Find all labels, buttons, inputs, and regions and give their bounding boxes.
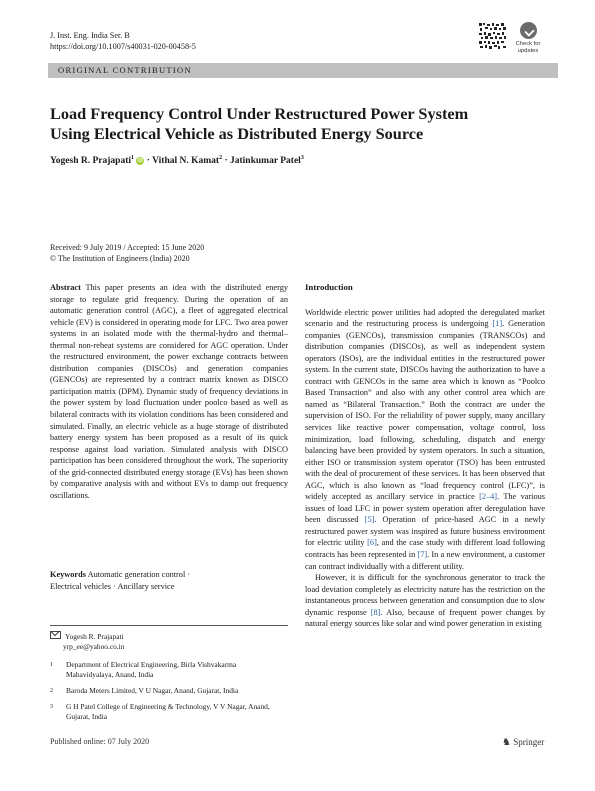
publisher-logo [502, 737, 544, 748]
intro-text: However, it is difficult for the synchronous generator to track the load deviation completely as electricity nature has the restriction on the instantaneous process between generation and consumption due to slow dynamic response [305, 573, 545, 617]
affiliation-3 [50, 702, 288, 722]
citation-link[interactable]: [1] [492, 319, 503, 329]
correspondence-block [50, 625, 288, 722]
affiliation-3-text: G H Patel College of Engineering & Technology, V V Nagar, Anand, Gujarat, India [66, 702, 270, 721]
abstract-text: This paper presents an idea with the distributed energy storage to regulate grid frequency. During the operation of an automatic generation control (AGC), a fleet of aggregated electrical vehicle (EV) is considered in operating mode for LFC. Two area power systems in an isolated mode with the thermal-hydro and thermal–thermal non-reheat systems are considered for AGC operation. Under the restructured environment, the power exchange contracts between distribution companies (DISCOs) and generation companies (GENCOs) are represented by a contract matrix known as DISCO participation matrix (DPM). Dynamic study of frequency deviations in the power system by load fluctuation under poolco based as well as bilateral contracts with its violation conditions has been considered and simulated. Finally, an electric vehicle as a huge storage of distributed battery energy system has been proposed as a result of its quick response against load variation. Simulated analysis with DISCO participation has been considered throughout the work. The superiority of the grid-connected distributed energy storage (EVs) has been shown by comparative analysis with and without EVs to damp out frequency oscillations. [50, 283, 288, 500]
journal-name: J. Inst. Eng. India Ser. B [50, 31, 130, 40]
check-for-updates-badge[interactable] [513, 22, 543, 54]
citation-link[interactable]: [6] [367, 538, 377, 548]
affiliation-2-text: Baroda Meters Limited, V U Nagar, Anand, Gujarat, India [66, 686, 239, 695]
introduction-section [305, 282, 545, 630]
citation-link[interactable]: [8] [370, 607, 381, 617]
author-3-affil: 3 [300, 155, 304, 161]
affiliation-2 [50, 686, 288, 696]
check-updates-line2: updates [517, 47, 539, 54]
doi-link[interactable]: https://doi.org/10.1007/s40031-020-00458-5 [50, 42, 196, 51]
checkmark-icon [520, 22, 537, 39]
abstract [50, 282, 288, 501]
keywords [50, 569, 288, 592]
corresponding-author: Yogesh R. Prajapati [65, 632, 124, 641]
published-online: Published online: 07 July 2020 [50, 737, 150, 746]
affiliation-1-text: Department of Electrical Engineering, Birla Vishvakarma Mahavidyalaya, Anand, India [66, 660, 237, 679]
intro-text: . The various issues of load LFC in power system operation after deregulation have been discussed [305, 492, 545, 525]
article-dates [50, 242, 204, 264]
keywords-line-1: Automatic generation control · [87, 570, 191, 579]
introduction-heading: Introduction [305, 282, 353, 292]
author-sep-1: · [144, 156, 153, 167]
corresponding-email[interactable]: yrp_ee@yahoo.co.in [63, 642, 125, 651]
title-line-1: Load Frequency Control Under Restructured Power System [50, 104, 469, 123]
intro-text: . Also, because of frequent power changes by natural energy sources like solar and wind power generation in existing [305, 607, 545, 629]
author-1-affil: 1 [131, 155, 135, 161]
intro-text: . Generation companies (GENCOs), transmission companies (TRANSCOs) and distribution companies (DISCOs), as well as independent system operators (ISOs), are the individual entities in the restructured power system. In the current state, DISCOs having the authorization to have a contract with GENCOs in the same area which is known as “Poolco Based Transaction” and also with any other control area which are named as “Bilateral Transaction.” Both the contract are under the supervision of ISO. For the reliability of power supply, many ancillary services like reactive power compensation, voltage control, loss minimization, load following, scheduling, dispatch and energy balancing have been provided by system operators. In such a situation, either ISO or transmission system operator (TSO) has been entrusted with the deal of procurement of these services. It has been observed that AGC, which is also known as “load frequency control (LFC)”, is widely accepted as ancillary service in practice [305, 319, 545, 502]
affiliation-3-num: 3 [50, 704, 53, 710]
citation-link[interactable]: [7] [417, 550, 428, 560]
citation-link[interactable]: [2–4] [479, 492, 498, 502]
affiliation-1 [50, 660, 288, 680]
check-updates-line1: Check for [515, 41, 541, 47]
paper-title [50, 104, 550, 144]
intro-paragraph-2 [305, 572, 545, 630]
citation-link[interactable]: [5] [364, 515, 375, 525]
intro-text: Worldwide electric power utilities had adopted the deregulated market scenario and the restructuring process is undergoing [305, 307, 545, 329]
abstract-label: Abstract [50, 283, 81, 292]
intro-text: . Operation of price-based AGC in a newly restructured power system was inspired as future business environment for electric utility [305, 515, 545, 548]
intro-paragraph-1 [305, 307, 545, 573]
received-accepted: Received: 9 July 2019 / Accepted: 15 June 2020 [50, 243, 205, 252]
affiliation-2-num: 2 [50, 688, 53, 694]
springer-horse-icon: ♞ [502, 737, 511, 748]
author-1[interactable]: Yogesh R. Prajapati [50, 156, 132, 167]
keywords-line-2: Electrical vehicles · Ancillary service [50, 581, 175, 591]
author-2[interactable]: Vithal N. Kamat [152, 156, 220, 167]
journal-header [50, 30, 196, 52]
affiliation-1-num: 1 [50, 662, 53, 668]
publisher-name: Springer [513, 737, 545, 747]
author-2-affil: 2 [219, 155, 223, 161]
keywords-label: Keywords [50, 570, 86, 579]
section-label: ORIGINAL CONTRIBUTION [58, 65, 192, 75]
author-3[interactable]: Jatinkumar Patel [230, 156, 301, 167]
author-sep-2: · [222, 156, 230, 167]
intro-text: , and the case study with different load following contracts has been represented in [305, 538, 545, 560]
envelope-icon [50, 631, 61, 639]
title-line-2: Using Electrical Vehicle as Distributed Energy Source [50, 124, 424, 143]
qr-code-icon [478, 22, 508, 52]
copyright: © The Institution of Engineers (India) 2020 [50, 254, 190, 263]
intro-text: . In a new environment, a customer can contract individually with a different utility. [305, 550, 545, 571]
author-list [50, 155, 304, 166]
orcid-icon[interactable]: iD [137, 158, 143, 165]
